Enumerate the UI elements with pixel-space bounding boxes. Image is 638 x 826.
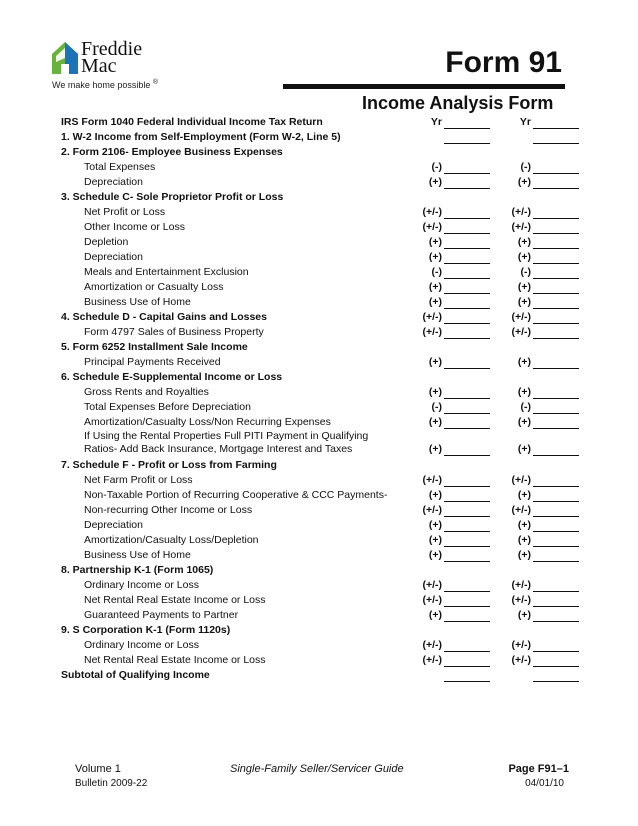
row-label-line1: If Using the Rental Properties Full PITI Payment in Qualifying <box>84 430 369 442</box>
year1-column <box>416 442 490 457</box>
amount-entry-field[interactable] <box>533 338 579 339</box>
amount-entry-field[interactable] <box>533 278 579 279</box>
amount-entry-field[interactable] <box>533 651 579 652</box>
year2-column <box>503 415 579 430</box>
amount-entry-field[interactable] <box>444 666 490 667</box>
year2-column <box>503 385 579 400</box>
sign-indicator: (-) <box>431 401 442 413</box>
sign-indicator: (+) <box>517 519 531 531</box>
year2-column <box>503 175 579 190</box>
sign-indicator: (+) <box>428 416 442 428</box>
sign-indicator: (+) <box>517 356 531 368</box>
freddie-mac-logo <box>52 40 192 92</box>
footer-page-number: Page F91–1 <box>508 763 569 775</box>
year1-column <box>416 653 490 668</box>
section-row <box>61 668 581 683</box>
amount-entry-field[interactable] <box>444 323 490 324</box>
amount-entry-field[interactable] <box>533 591 579 592</box>
sign-indicator: (+) <box>517 489 531 501</box>
year2-column <box>503 325 579 340</box>
row-label: Business Use of Home <box>84 296 191 308</box>
sign-indicator: (+) <box>517 416 531 428</box>
year1-column <box>416 130 490 145</box>
amount-entry-field[interactable] <box>533 516 579 517</box>
row-label <box>84 430 368 455</box>
sign-indicator: (+/-) <box>422 594 442 606</box>
row-label: 4. Schedule D - Capital Gains and Losses <box>61 311 267 323</box>
sign-indicator: (+/-) <box>511 326 531 338</box>
row-label: Depreciation <box>84 251 143 263</box>
amount-entry-field[interactable] <box>533 143 579 144</box>
row-label: Gross Rents and Royalties <box>84 386 209 398</box>
row-label: Ordinary Income or Loss <box>84 579 199 591</box>
amount-entry-field[interactable] <box>533 308 579 309</box>
sign-indicator: (-) <box>431 266 442 278</box>
amount-entry-field[interactable] <box>444 173 490 174</box>
section-row <box>61 563 581 578</box>
line-item-row <box>61 400 581 415</box>
sign-indicator: (+) <box>517 176 531 188</box>
sign-indicator: (+/-) <box>422 221 442 233</box>
year2-column <box>503 115 579 130</box>
amount-entry-field[interactable] <box>533 561 579 562</box>
line-item-row <box>61 205 581 220</box>
sign-indicator: (+) <box>428 609 442 621</box>
sign-indicator: (+) <box>517 443 531 455</box>
year2-column <box>503 355 579 370</box>
amount-entry-field[interactable] <box>444 428 490 429</box>
sign-indicator: (+) <box>428 519 442 531</box>
amount-entry-field[interactable] <box>533 398 579 399</box>
footer-guide-title: Single-Family Seller/Servicer Guide <box>230 763 404 775</box>
amount-entry-field[interactable] <box>444 621 490 622</box>
amount-entry-field[interactable] <box>533 233 579 234</box>
sign-indicator: (+) <box>428 251 442 263</box>
sign-indicator: (+) <box>428 281 442 293</box>
year2-column <box>503 250 579 265</box>
sign-indicator: (+) <box>517 386 531 398</box>
sign-indicator: (+/-) <box>422 206 442 218</box>
row-label: Amortization/Casualty Loss/Depletion <box>84 534 259 546</box>
amount-entry-field[interactable] <box>444 651 490 652</box>
section-row <box>61 458 581 473</box>
year1-column <box>416 160 490 175</box>
row-label-line2: Ratios- Add Back Insurance, Mortgage Interest and Taxes <box>84 442 353 455</box>
year2-column <box>503 473 579 488</box>
sign-indicator: (+/-) <box>511 504 531 516</box>
amount-entry-field[interactable] <box>444 398 490 399</box>
sign-indicator: (+) <box>517 549 531 561</box>
sign-indicator: (+/-) <box>511 206 531 218</box>
sign-indicator: (+/-) <box>422 326 442 338</box>
year2-column <box>503 488 579 503</box>
line-item-row <box>61 385 581 400</box>
amount-entry-field[interactable] <box>444 546 490 547</box>
amount-entry-field[interactable] <box>533 621 579 622</box>
year1-column <box>416 355 490 370</box>
brand-name-line1: Freddie <box>81 38 143 60</box>
row-label: Ordinary Income or Loss <box>84 639 199 651</box>
year1-column <box>416 295 490 310</box>
row-label: Business Use of Home <box>84 549 191 561</box>
amount-entry-field[interactable] <box>444 143 490 144</box>
row-label: 7. Schedule F - Profit or Loss from Farming <box>61 459 277 471</box>
sign-indicator: (+/-) <box>422 311 442 323</box>
year2-column <box>503 653 579 668</box>
year2-column <box>503 668 579 683</box>
amount-entry-field[interactable] <box>533 681 579 682</box>
amount-entry-field[interactable] <box>533 413 579 414</box>
line-item-row <box>61 280 581 295</box>
row-label: Non-recurring Other Income or Loss <box>84 504 253 516</box>
year2-column <box>503 518 579 533</box>
sign-indicator: (+) <box>428 549 442 561</box>
year1-column <box>416 668 490 683</box>
year2-column <box>503 442 579 457</box>
year1-column <box>416 220 490 235</box>
year1-column <box>416 415 490 430</box>
line-item-row <box>61 638 581 653</box>
footer-date: 04/01/10 <box>525 778 564 789</box>
row-label: 5. Form 6252 Installment Sale Income <box>61 341 248 353</box>
line-item-row <box>61 473 581 488</box>
amount-entry-field[interactable] <box>533 248 579 249</box>
amount-entry-field[interactable] <box>444 516 490 517</box>
row-label: 8. Partnership K-1 (Form 1065) <box>61 564 214 576</box>
amount-entry-field[interactable] <box>533 263 579 264</box>
year2-column <box>503 310 579 325</box>
year2-column <box>503 280 579 295</box>
row-label: Amortization or Casualty Loss <box>84 281 224 293</box>
amount-entry-field[interactable] <box>444 233 490 234</box>
row-label: Non-Taxable Portion of Recurring Cooperative & CCC Payments- <box>84 489 388 501</box>
section-row <box>61 145 581 160</box>
brand-name-line2: Mac <box>81 55 117 77</box>
row-label: 6. Schedule E-Supplemental Income or Loss <box>61 371 283 383</box>
amount-entry-field[interactable] <box>533 173 579 174</box>
sign-indicator: (+) <box>428 356 442 368</box>
amount-entry-field[interactable] <box>444 591 490 592</box>
row-label: Depreciation <box>84 176 143 188</box>
sign-indicator: (+/-) <box>511 594 531 606</box>
year2-column <box>503 220 579 235</box>
amount-entry-field[interactable] <box>444 413 490 414</box>
line-item-row <box>61 518 581 533</box>
year2-column <box>503 608 579 623</box>
amount-entry-field[interactable] <box>533 666 579 667</box>
sign-indicator: (+/-) <box>511 221 531 233</box>
sign-indicator: (+/-) <box>422 639 442 651</box>
sign-indicator: (+) <box>428 443 442 455</box>
amount-entry-field[interactable] <box>444 338 490 339</box>
sign-indicator: (-) <box>520 266 531 278</box>
sign-indicator: (+/-) <box>422 579 442 591</box>
row-label: Form 4797 Sales of Business Property <box>84 326 264 338</box>
row-label: Net Rental Real Estate Income or Loss <box>84 594 266 606</box>
house-logo-icon <box>52 40 78 74</box>
sign-indicator: (+) <box>428 489 442 501</box>
row-label: Net Profit or Loss <box>84 206 166 218</box>
year2-column <box>503 533 579 548</box>
row-label: Principal Payments Received <box>84 356 221 368</box>
row-label: IRS Form 1040 Federal Individual Income Tax Return <box>61 116 323 128</box>
sign-indicator: (+/-) <box>511 311 531 323</box>
sign-indicator: (+) <box>517 251 531 263</box>
row-label: Depreciation <box>84 519 143 531</box>
row-label: Amortization/Casualty Loss/Non Recurring Expenses <box>84 416 331 428</box>
sign-indicator: (+/-) <box>511 654 531 666</box>
sign-indicator: (+/-) <box>422 474 442 486</box>
amount-entry-field[interactable] <box>444 308 490 309</box>
row-label: 3. Schedule C- Sole Proprietor Profit or Loss <box>61 191 284 203</box>
year1-column <box>416 518 490 533</box>
row-label: Other Income or Loss <box>84 221 185 233</box>
year-entry-field[interactable] <box>533 128 579 129</box>
amount-entry-field[interactable] <box>444 681 490 682</box>
amount-entry-field[interactable] <box>444 531 490 532</box>
amount-entry-field[interactable] <box>533 501 579 502</box>
sign-indicator: (+/-) <box>511 474 531 486</box>
year2-column <box>503 578 579 593</box>
amount-entry-field[interactable] <box>533 428 579 429</box>
year1-column <box>416 638 490 653</box>
amount-entry-field[interactable] <box>533 368 579 369</box>
sign-indicator: (-) <box>520 401 531 413</box>
row-label: Subtotal of Qualifying Income <box>61 669 210 681</box>
line-item-row <box>61 653 581 668</box>
year1-column <box>416 385 490 400</box>
line-item-row <box>61 593 581 608</box>
row-label: Net Rental Real Estate Income or Loss <box>84 654 266 666</box>
year2-column <box>503 638 579 653</box>
year2-column <box>503 593 579 608</box>
year1-column <box>416 503 490 518</box>
year1-column <box>416 593 490 608</box>
line-item-row <box>61 503 581 518</box>
amount-entry-field[interactable] <box>533 606 579 607</box>
line-item-row <box>61 415 581 430</box>
line-item-row <box>61 160 581 175</box>
year1-column <box>416 488 490 503</box>
year1-column <box>416 115 490 130</box>
form-number: Form 91 <box>445 46 562 79</box>
sign-indicator: (+/-) <box>511 639 531 651</box>
row-label: 1. W-2 Income from Self-Employment (Form W-2, Line 5) <box>61 131 341 143</box>
section-row <box>61 190 581 205</box>
year1-column <box>416 205 490 220</box>
amount-entry-field[interactable] <box>533 455 579 456</box>
year2-column <box>503 503 579 518</box>
line-item-row <box>61 175 581 190</box>
year1-column <box>416 325 490 340</box>
form-title: Income Analysis Form <box>362 93 554 113</box>
brand-tagline <box>52 79 158 90</box>
sign-indicator: (+/-) <box>511 579 531 591</box>
year1-column <box>416 400 490 415</box>
year1-column <box>416 250 490 265</box>
sign-indicator: (+) <box>428 386 442 398</box>
footer-bulletin: Bulletin 2009-22 <box>75 778 148 789</box>
line-item-row <box>61 488 581 503</box>
amount-entry-field[interactable] <box>444 501 490 502</box>
year2-column <box>503 235 579 250</box>
sign-indicator: (+) <box>428 236 442 248</box>
row-label: Depletion <box>84 236 129 248</box>
year-entry-field[interactable] <box>444 128 490 129</box>
amount-entry-field[interactable] <box>533 218 579 219</box>
sign-indicator: (-) <box>520 161 531 173</box>
amount-entry-field[interactable] <box>444 263 490 264</box>
line-item-row <box>61 325 581 340</box>
section-row <box>61 130 581 145</box>
sign-indicator: (+) <box>517 609 531 621</box>
amount-entry-field[interactable] <box>533 188 579 189</box>
year1-column <box>416 310 490 325</box>
amount-entry-field[interactable] <box>444 606 490 607</box>
sign-indicator: (+) <box>428 176 442 188</box>
line-item-row <box>61 295 581 310</box>
year1-column <box>416 548 490 563</box>
line-item-row <box>61 548 581 563</box>
tagline-text: We make home possible <box>52 80 151 90</box>
year2-column <box>503 160 579 175</box>
amount-entry-field[interactable] <box>444 278 490 279</box>
year1-column <box>416 175 490 190</box>
year2-column <box>503 295 579 310</box>
row-label: Total Expenses Before Depreciation <box>84 401 251 413</box>
amount-entry-field[interactable] <box>444 455 490 456</box>
amount-entry-field[interactable] <box>533 486 579 487</box>
sign-indicator: (+) <box>517 534 531 546</box>
sign-indicator: (+) <box>428 296 442 308</box>
line-item-row <box>61 265 581 280</box>
year1-column <box>416 265 490 280</box>
registered-mark: ® <box>152 79 159 86</box>
year-label: Yr <box>519 116 531 128</box>
row-label: 2. Form 2106- Employee Business Expenses <box>61 146 283 158</box>
amount-entry-field[interactable] <box>444 486 490 487</box>
sign-indicator: (+) <box>517 281 531 293</box>
line-item-row <box>61 220 581 235</box>
year1-column <box>416 533 490 548</box>
year1-column <box>416 235 490 250</box>
line-item-row <box>61 250 581 265</box>
title-divider <box>283 84 565 89</box>
amount-entry-field[interactable] <box>444 188 490 189</box>
row-label: Meals and Entertainment Exclusion <box>84 266 249 278</box>
amount-entry-field[interactable] <box>444 218 490 219</box>
row-label: Guaranteed Payments to Partner <box>84 609 239 621</box>
amount-entry-field[interactable] <box>533 546 579 547</box>
sign-indicator: (-) <box>431 161 442 173</box>
amount-entry-field[interactable] <box>533 531 579 532</box>
year-label: Yr <box>430 116 442 128</box>
year2-column <box>503 205 579 220</box>
footer-volume: Volume 1 <box>75 763 121 775</box>
section-row <box>61 340 581 355</box>
year2-column <box>503 265 579 280</box>
table-header-row <box>61 115 581 130</box>
amount-entry-field[interactable] <box>533 293 579 294</box>
line-item-row <box>61 355 581 370</box>
amount-entry-field[interactable] <box>444 368 490 369</box>
amount-entry-field[interactable] <box>444 561 490 562</box>
row-label: 9. S Corporation K-1 (Form 1120s) <box>61 624 231 636</box>
year1-column <box>416 280 490 295</box>
row-label: Net Farm Profit or Loss <box>84 474 193 486</box>
amount-entry-field[interactable] <box>444 248 490 249</box>
line-item-row <box>61 533 581 548</box>
section-row <box>61 370 581 385</box>
sign-indicator: (+) <box>517 236 531 248</box>
sign-indicator: (+/-) <box>422 504 442 516</box>
line-item-row <box>61 235 581 250</box>
row-label: Total Expenses <box>84 161 156 173</box>
amount-entry-field[interactable] <box>533 323 579 324</box>
sign-indicator: (+/-) <box>422 654 442 666</box>
year2-column <box>503 548 579 563</box>
year2-column <box>503 130 579 145</box>
year1-column <box>416 608 490 623</box>
line-item-row <box>61 578 581 593</box>
year1-column <box>416 473 490 488</box>
section-row <box>61 310 581 325</box>
year2-column <box>503 400 579 415</box>
line-item-row <box>61 430 581 458</box>
amount-entry-field[interactable] <box>444 293 490 294</box>
line-item-row <box>61 608 581 623</box>
sign-indicator: (+) <box>428 534 442 546</box>
year1-column <box>416 578 490 593</box>
section-row <box>61 623 581 638</box>
sign-indicator: (+) <box>517 296 531 308</box>
